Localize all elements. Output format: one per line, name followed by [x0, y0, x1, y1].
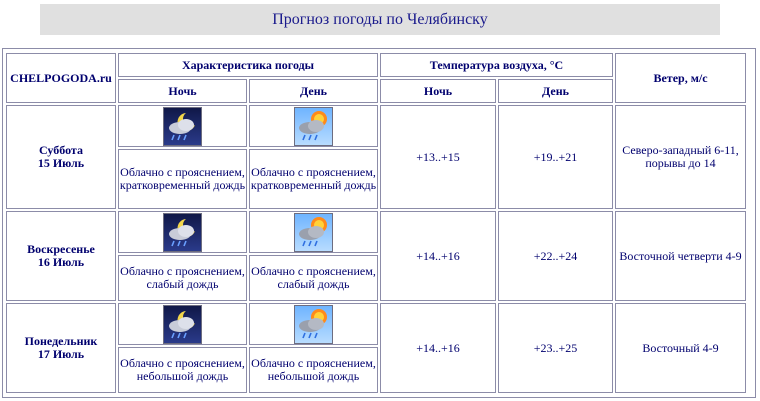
day-cloudy-rain-icon	[294, 305, 333, 344]
night-description: Облачно с прояснением, кратковременный дождь	[118, 149, 247, 209]
day-description: Облачно с прояснением, небольшой дождь	[249, 347, 378, 393]
header-wind: Ветер, м/с	[615, 53, 746, 103]
site-name: CHELPOGODA.ru	[6, 53, 116, 103]
page-title: Прогноз погоды по Челябинску	[40, 4, 720, 35]
night-icon-cell	[118, 211, 247, 253]
header-night-temperature: Ночь	[380, 79, 496, 103]
header-night-conditions: Ночь	[118, 79, 247, 103]
header-conditions: Характеристика погоды	[118, 53, 378, 77]
forecast-table	[4, 51, 748, 395]
date: 15 Июль	[37, 156, 85, 170]
date: 16 Июль	[37, 255, 85, 269]
night-description: Облачно с прояснением, слабый дождь	[118, 255, 247, 301]
day-label	[6, 303, 116, 393]
date: 17 Июль	[37, 347, 85, 361]
temp-night: +14..+16	[380, 211, 496, 301]
day-cloudy-rain-icon	[294, 107, 333, 146]
wind: Восточной четверти 4-9	[615, 211, 746, 301]
day-icon-cell	[249, 105, 378, 147]
night-cloudy-rain-icon	[163, 107, 202, 146]
day-cloudy-rain-icon	[294, 213, 333, 252]
night-cloudy-rain-icon	[163, 213, 202, 252]
weekday: Суббота	[39, 143, 83, 157]
day-label	[6, 105, 116, 209]
header-temperature: Температура воздуха, °С	[380, 53, 613, 77]
wind: Северо-западный 6-11, порывы до 14	[615, 105, 746, 209]
temp-night: +13..+15	[380, 105, 496, 209]
night-description: Облачно с прояснением, небольшой дождь	[118, 347, 247, 393]
header-day-conditions: День	[249, 79, 378, 103]
temp-night: +14..+16	[380, 303, 496, 393]
day-description: Облачно с прояснением, слабый дождь	[249, 255, 378, 301]
temp-day: +19..+21	[498, 105, 613, 209]
night-icon-cell	[118, 303, 247, 345]
night-icon-cell	[118, 105, 247, 147]
header-day-temperature: День	[498, 79, 613, 103]
day-label	[6, 211, 116, 301]
weekday: Понедельник	[24, 334, 98, 348]
temp-day: +23..+25	[498, 303, 613, 393]
day-icon-cell	[249, 303, 378, 345]
weekday: Воскресенье	[27, 242, 95, 256]
day-description: Облачно с прояснением, кратковременный дождь	[249, 149, 378, 209]
temp-day: +22..+24	[498, 211, 613, 301]
wind: Восточный 4-9	[615, 303, 746, 393]
day-icon-cell	[249, 211, 378, 253]
night-cloudy-rain-icon	[163, 305, 202, 344]
